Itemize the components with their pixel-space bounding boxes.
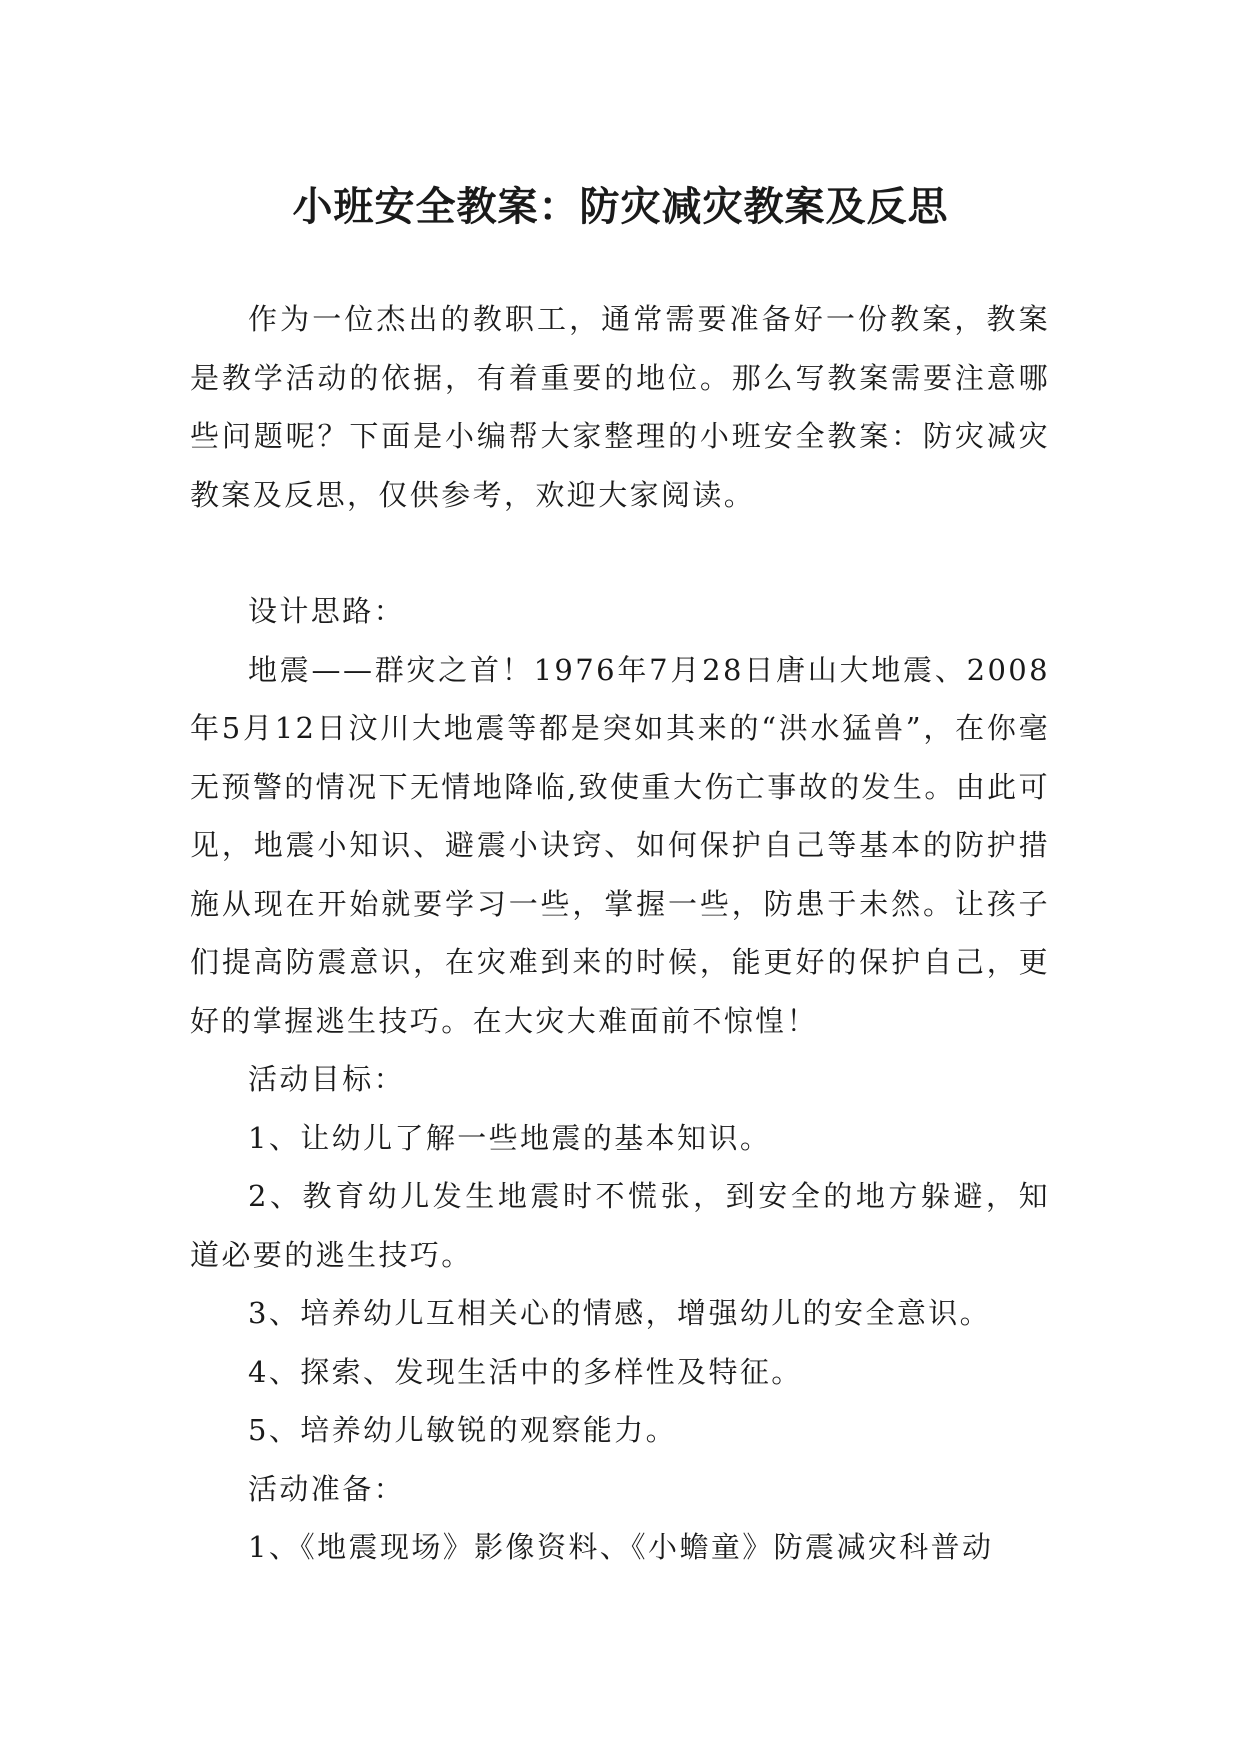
- goal-item-1: 1、让幼儿了解一些地震的基本知识。: [248, 1120, 772, 1155]
- document-body: [190, 290, 1050, 1577]
- goal-item-2: 2、教育幼儿发生地震时不慌张，到安全的地方躲避，知道必要的逃生技巧。: [190, 1179, 1050, 1272]
- heading-activity-goals: 活动目标：: [248, 1062, 406, 1096]
- design-idea-paragraph: 地震——群灾之首！1976年7月28日唐山大地震、2008年5月12日汶川大地震等都是突如其来的“洪水猛兽”，在你毫无预警的情况下无情地降临,致使重大伤亡事故的发生。由此可见，地震小知识、避震小诀窍、如何保护自己等基本的防护措施从现在开始就要学习一些，掌握一些，防患于未然。让孩子们提高防震意识，在灾难到来的时候，能更好的保护自己，更好的掌握逃生技巧。在大灾大难面前不惊惶！: [190, 652, 1050, 1038]
- goal-item-3: 3、培养幼儿互相关心的情感，增强幼儿的安全意识。: [248, 1296, 992, 1330]
- intro-paragraph: 作为一位杰出的教职工，通常需要准备好一份教案，教案是教学活动的依据，有着重要的地位。那么写教案需要注意哪些问题呢？下面是小编帮大家整理的小班安全教案：防灾减灾教案及反思，仅供参考，欢迎大家阅读。: [190, 302, 1050, 512]
- preparation-item-1: 1、《地震现场》影像资料、《小蟾童》防震减灾科普动: [248, 1530, 994, 1564]
- goal-item-4: 4、探索、发现生活中的多样性及特征。: [248, 1354, 803, 1389]
- heading-activity-preparation: 活动准备：: [248, 1471, 406, 1506]
- goal-item-5: 5、培养幼儿敏锐的观察能力。: [248, 1413, 678, 1447]
- document-title: 小班安全教案：防灾减灾教案及反思: [292, 182, 949, 230]
- heading-design-idea: 设计思路：: [248, 594, 406, 628]
